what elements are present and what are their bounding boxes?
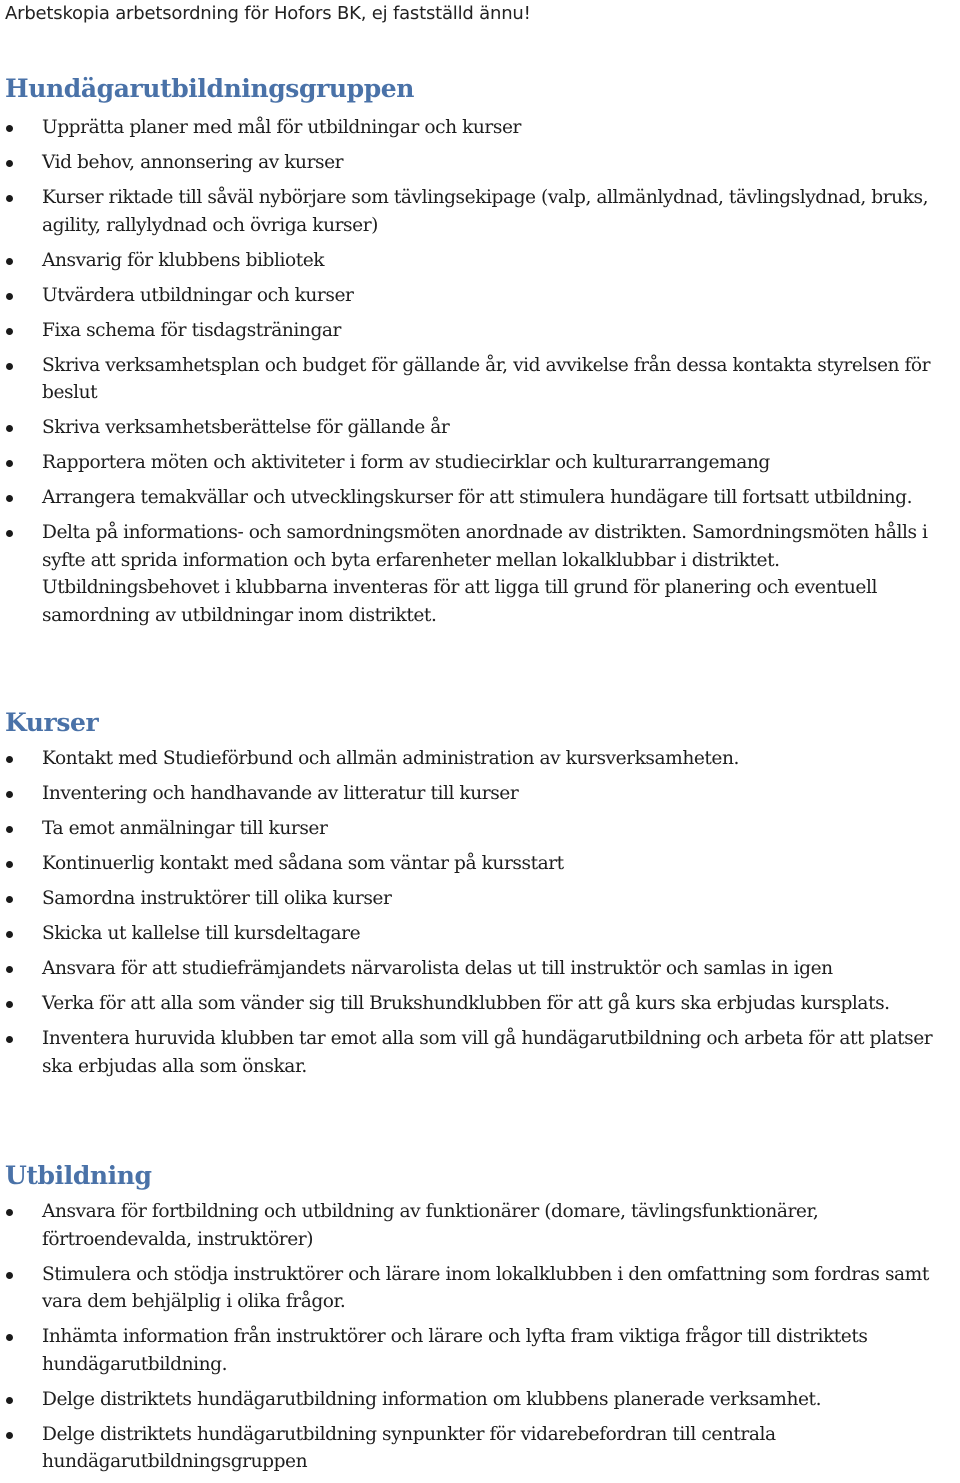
list-item: Verka för att alla som vänder sig till Brukshundklubben för att gå kurs ska erbjudas kursplats. xyxy=(0,990,960,1018)
list-item: Ansvarig för klubbens bibliotek xyxy=(0,247,960,275)
list-utbildning xyxy=(0,1198,960,1483)
section-title-utbildning: Utbildning xyxy=(5,1161,152,1190)
list-item: Delta på informations- och samordningsmöten anordnade av distrikten. Samordningsmöten hålls i syfte att sprida information och byta erfarenheter mellan lokalklubbar i distriktet. Utbildningsbehovet i klubbarna inventeras för att ligga till grund för planering och eventuell samordning av utbildningar inom distriktet. xyxy=(0,519,960,629)
list-item: Arrangera temakvällar och utvecklingskurser för att stimulera hundägare till fortsatt utbildning. xyxy=(0,484,960,512)
list-item: Kurser riktade till såväl nybörjare som tävlingsekipage (valp, allmänlydnad, tävlingslydnad, bruks, agility, rallylydnad och övriga kurser) xyxy=(0,184,960,239)
section-title-hundagarutbildningsgruppen: Hundägarutbildningsgruppen xyxy=(5,74,415,103)
list-item: Skicka ut kallelse till kursdeltagare xyxy=(0,920,960,948)
list-item: Delge distriktets hundägarutbildning synpunkter för vidarebefordran till centrala hundägarutbildningsgruppen xyxy=(0,1421,960,1476)
list-item: Ansvara för att studiefrämjandets närvarolista delas ut till instruktör och samlas in igen xyxy=(0,955,960,983)
list-item: Skriva verksamhetsberättelse för gällande år xyxy=(0,414,960,442)
list-item: Inventering och handhavande av litteratur till kurser xyxy=(0,780,960,808)
list-item: Kontakt med Studieförbund och allmän administration av kursverksamheten. xyxy=(0,745,960,773)
list-item: Inventera huruvida klubben tar emot alla som vill gå hundägarutbildning och arbeta för att platser ska erbjudas alla som önskar. xyxy=(0,1025,960,1080)
list-item: Ansvara för fortbildning och utbildning av funktionärer (domare, tävlingsfunktionärer, förtroendevalda, instruktörer) xyxy=(0,1198,960,1253)
list-item: Fixa schema för tisdagsträningar xyxy=(0,317,960,345)
list-item: Rapportera möten och aktiviteter i form av studiecirklar och kulturarrangemang xyxy=(0,449,960,477)
list-item: Skriva verksamhetsplan och budget för gällande år, vid avvikelse från dessa kontakta styrelsen för beslut xyxy=(0,352,960,407)
list-item: Utvärdera utbildningar och kurser xyxy=(0,282,960,310)
list-kurser xyxy=(0,745,960,1088)
list-item: Upprätta planer med mål för utbildningar och kurser xyxy=(0,114,960,142)
list-item: Stimulera och stödja instruktörer och lärare inom lokalklubben i den omfattning som fordras samt vara dem behjälplig i olika frågor. xyxy=(0,1261,960,1316)
list-item: Ta emot anmälningar till kurser xyxy=(0,815,960,843)
list-item: Delge distriktets hundägarutbildning information om klubbens planerade verksamhet. xyxy=(0,1386,960,1414)
list-item: Kontinuerlig kontakt med sådana som väntar på kursstart xyxy=(0,850,960,878)
list-item: Samordna instruktörer till olika kurser xyxy=(0,885,960,913)
list-hundagarutbildningsgruppen xyxy=(0,114,960,637)
list-item: Inhämta information från instruktörer och lärare och lyfta fram viktiga frågor till distriktets hundägarutbildning. xyxy=(0,1323,960,1378)
list-item: Vid behov, annonsering av kurser xyxy=(0,149,960,177)
section-title-kurser: Kurser xyxy=(5,708,99,737)
draft-notice: Arbetskopia arbetsordning för Hofors BK, ej fastställd ännu! xyxy=(5,3,531,24)
